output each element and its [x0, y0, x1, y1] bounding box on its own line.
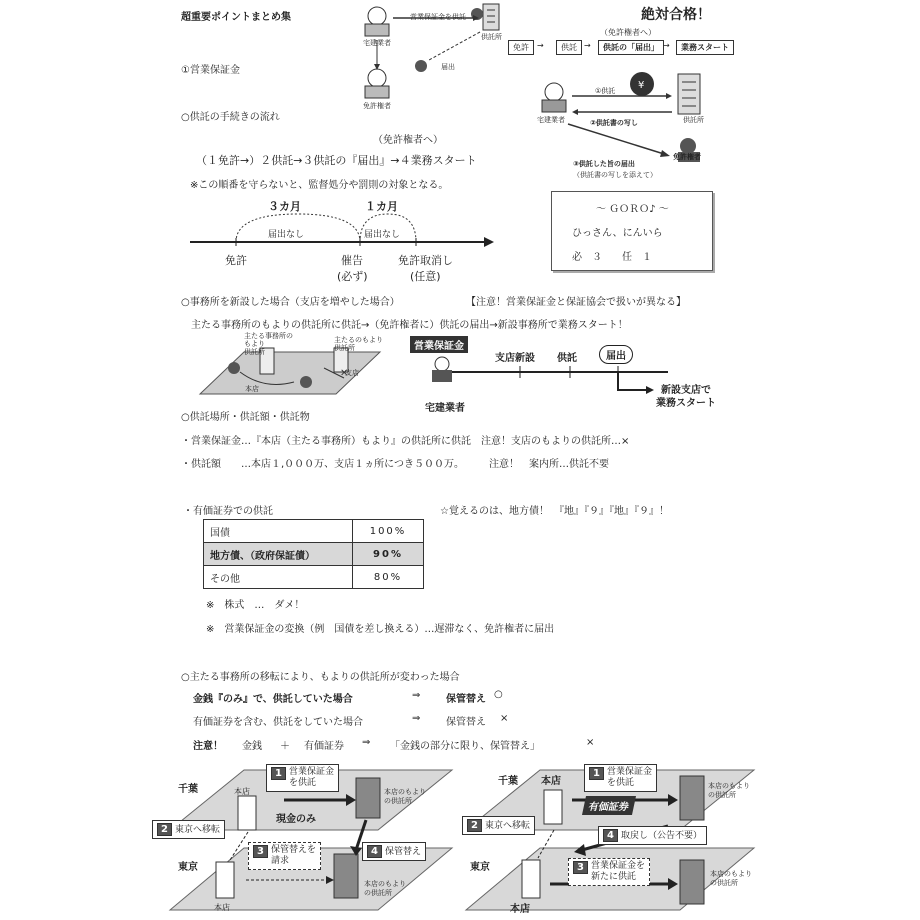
flow-step-deposit: 供託 [556, 40, 582, 55]
flow-arrow: → [537, 41, 544, 50]
city-top-left: 千葉 [178, 784, 198, 795]
dealer-label: 宅建業者 [363, 39, 391, 47]
step1-text: 営業保証金 を供託 [606, 767, 652, 788]
section3-heading: ○供託場所・供託額・供託物 [181, 412, 310, 423]
office-label-right: 供託所 [683, 116, 704, 124]
step-deposit: 供託 [557, 353, 577, 364]
svg-text:✕: ✕ [340, 368, 349, 379]
money-bag-icon [228, 362, 240, 374]
case3-plus: ＋ [280, 741, 290, 752]
step2-label: ②供託書の写し [590, 119, 638, 127]
mnemonic-line2: 必 ３ 任 １ [572, 252, 652, 263]
flow-heading: ○供託の手続きの流れ [181, 112, 280, 123]
security-rate: 80% [353, 566, 424, 589]
gap1-label: 届出なし [268, 230, 305, 240]
case3-arrow: ⇒ [362, 737, 371, 748]
step-number: 4 [603, 829, 618, 842]
case1-mark: ○ [494, 689, 503, 700]
securities-table [203, 519, 424, 589]
step2-box-right [462, 816, 535, 835]
result-label: 新設支店で 業務スタート [656, 385, 716, 409]
security-rate: 100% [353, 520, 424, 543]
section3-line1: ・営業保証金…『本店（主たる事務所）もより』の供託所に供託 注意！支店のもよりの供託所…× [181, 436, 630, 447]
securities-note2: ※ 営業保証金の変換（例 国債を差し換える）…遅滞なく、免許権者に届出 [206, 624, 555, 635]
office-new-label-left: 本店のもより の供託所 [364, 880, 406, 897]
dealer-label-2: 宅建業者 [425, 403, 465, 414]
point3-label: 免許取消し [398, 254, 453, 267]
dealer-person-icon [432, 357, 452, 382]
step4-box-left [362, 842, 426, 861]
flow-note: ※この順番を守らないと、監督処分や罰則の対象となる。 [190, 180, 449, 191]
step3-sub-label: （供託書の写しを添えて） [573, 171, 657, 179]
flow-step-notify: 供託の「届出」 [598, 40, 664, 55]
office-building-icon [483, 4, 499, 30]
main-office-label: 本店 [245, 385, 259, 393]
case2-label: 有価証券を含む、供託をしていた場合 [193, 717, 363, 728]
section2-heading: ○事務所を新設した場合（支店を増やした場合） [181, 297, 400, 308]
step-number: 2 [467, 819, 482, 832]
pass-slogan: 絶対合格！ [641, 7, 711, 23]
section3-line2: ・供託額 …本店１,０００万、支店１ヵ所につき５００万。 注意！ 案内所…供託不要 [181, 459, 609, 470]
deposit-tag: 営業保証金 [410, 336, 468, 353]
securities-note1: ※ 株式 … ダメ！ [206, 600, 305, 611]
to-office-label: 営業保証金を供託 [410, 13, 466, 21]
case1-arrow: ⇒ [412, 690, 421, 701]
securities-tag: 有価証券 [582, 796, 636, 815]
office-new-label-right: 本店のもより の供託所 [710, 870, 752, 887]
case3-cash: 金銭 [242, 741, 262, 752]
timeline-diagram [188, 210, 500, 250]
case3-mark: × [586, 737, 595, 748]
flow-text: （１免許→）２供託→３供託の『届出』→４業務スタート [196, 154, 477, 167]
security-name: その他 [204, 566, 353, 589]
step2-box-left [152, 820, 225, 839]
hq-bottom-left: 本店 [214, 903, 230, 912]
office-building-icon [678, 74, 700, 114]
section2-text: 主たる事務所のもよりの供託所に供託→（免許権者に）供託の届出→新設事務所で業務スタート！ [191, 320, 628, 331]
step1-box-left [266, 764, 339, 792]
section2-caution: 【注意！営業保証金と保証協会で扱いが異なる】 [466, 297, 686, 308]
security-name: 国債 [204, 520, 353, 543]
security-name: 地方債、（政府保証債） [204, 543, 353, 566]
licensor-person-icon [365, 69, 389, 98]
table-row [204, 566, 424, 589]
step3-box-left [248, 842, 321, 870]
dealer-label-right: 宅建業者 [537, 116, 565, 124]
step1-box-right [584, 764, 657, 792]
flow-caption-right: （免許権者へ） [600, 28, 656, 37]
mnemonic-line1: ひっさん、にんいら [572, 228, 663, 239]
flow-arrow: → [584, 41, 591, 50]
gap2-label: 届出なし [364, 230, 401, 240]
case3-result: 「金銭の部分に限り、保管替え」 [390, 741, 540, 752]
step-number: 2 [157, 823, 172, 836]
point1-label: 免許 [225, 254, 247, 267]
point2-sub-label: (必ず) [337, 270, 368, 283]
office-old-label-right: 本店のもより の供託所 [708, 782, 750, 799]
step-notify: 届出 [599, 345, 633, 364]
case2-mark: × [500, 713, 509, 724]
step2-text: 東京へ移転 [174, 825, 220, 835]
step-number: 1 [589, 767, 604, 780]
office-label: 供託所 [481, 33, 502, 41]
step1-label: ①供託 [595, 87, 616, 95]
page-title: 超重要ポイントまとめ集 [181, 12, 291, 23]
case2-arrow: ⇒ [412, 713, 421, 724]
step3-box-right [568, 858, 650, 886]
dealer-person-icon [365, 7, 389, 36]
security-rate: 90% [353, 543, 424, 566]
notify-label: 届出 [441, 63, 455, 71]
case1-label: 金銭『のみ』で、供託していた場合 [193, 694, 353, 705]
city-bottom-left: 東京 [178, 862, 198, 873]
securities-memo: ☆覚えるのは、地方債！ 『地』『９』『地』『９』！ [440, 506, 669, 517]
case2-result: 保管替え [446, 717, 486, 728]
securities-heading: ・有価証券での供託 [183, 506, 273, 517]
step3-label: ③供託した旨の届出 [573, 160, 635, 168]
step-number: 3 [573, 861, 588, 874]
step4-text: 保管替え [384, 847, 421, 857]
office-b-label: 主たるのもより 供託所 [334, 336, 383, 352]
flow-caption: （免許権者へ） [373, 135, 443, 146]
case3-caution: 注意！ [193, 741, 223, 752]
money-bag-icon [415, 60, 427, 72]
city-bottom-right: 東京 [470, 862, 490, 873]
money-bag-icon [300, 376, 312, 388]
flow-step-start: 業務スタート [676, 40, 734, 55]
period2-label: １カ月 [365, 200, 398, 213]
dealer-person-icon [542, 83, 566, 112]
branch-label: 支店 [345, 369, 359, 377]
step-number: 1 [271, 767, 286, 780]
case3-securities: 有価証券 [304, 741, 344, 752]
step3-text: 営業保証金を 新たに供託 [590, 861, 645, 882]
mnemonic-title: ～ ＧＯＲＯ♪ ～ [596, 204, 669, 215]
table-row [204, 543, 424, 566]
step-number: 4 [367, 845, 382, 858]
period1-label: ３カ月 [268, 200, 301, 213]
licensor-label-right: 免許権者 [673, 153, 701, 161]
point3-sub-label: (任意) [410, 270, 441, 283]
case1-result: 保管替え [446, 694, 486, 705]
step1-text: 営業保証金 を供託 [288, 767, 334, 788]
section1-heading: ①営業保証金 [181, 65, 240, 76]
flow-arrow: → [663, 41, 670, 50]
case1-text [193, 690, 353, 705]
step2-text: 東京へ移転 [484, 821, 530, 831]
flow-step-license: 免許 [508, 40, 534, 55]
office-a-label: 主たる事務所の もより 供託所 [244, 332, 293, 356]
hq-label-left: 本店 [234, 787, 250, 796]
table-row [204, 520, 424, 543]
point2-label: 催告 [341, 254, 363, 267]
money-bag-icon [630, 72, 654, 96]
section4-heading: ○主たる事務所の移転により、もよりの供託所が変わった場合 [181, 672, 460, 683]
licensor-label: 免許権者 [363, 102, 391, 110]
office-old-label-left: 本店のもより の供託所 [384, 788, 426, 805]
step3-text: 保管替えを 請求 [270, 845, 316, 866]
step4-box-right [598, 826, 707, 845]
hq-label-right: 本店 [541, 776, 561, 787]
hq-bottom-right: 本店 [510, 904, 530, 915]
svg-text:¥: ¥ [638, 80, 645, 91]
city-top-right: 千葉 [498, 776, 518, 787]
cash-only-label: 現金のみ [276, 814, 316, 825]
step-number: 3 [253, 845, 268, 858]
step4-text: 取戻し（公告不要） [620, 831, 702, 841]
mnemonic-box [551, 191, 713, 271]
step-branch-new: 支店新設 [495, 353, 535, 364]
